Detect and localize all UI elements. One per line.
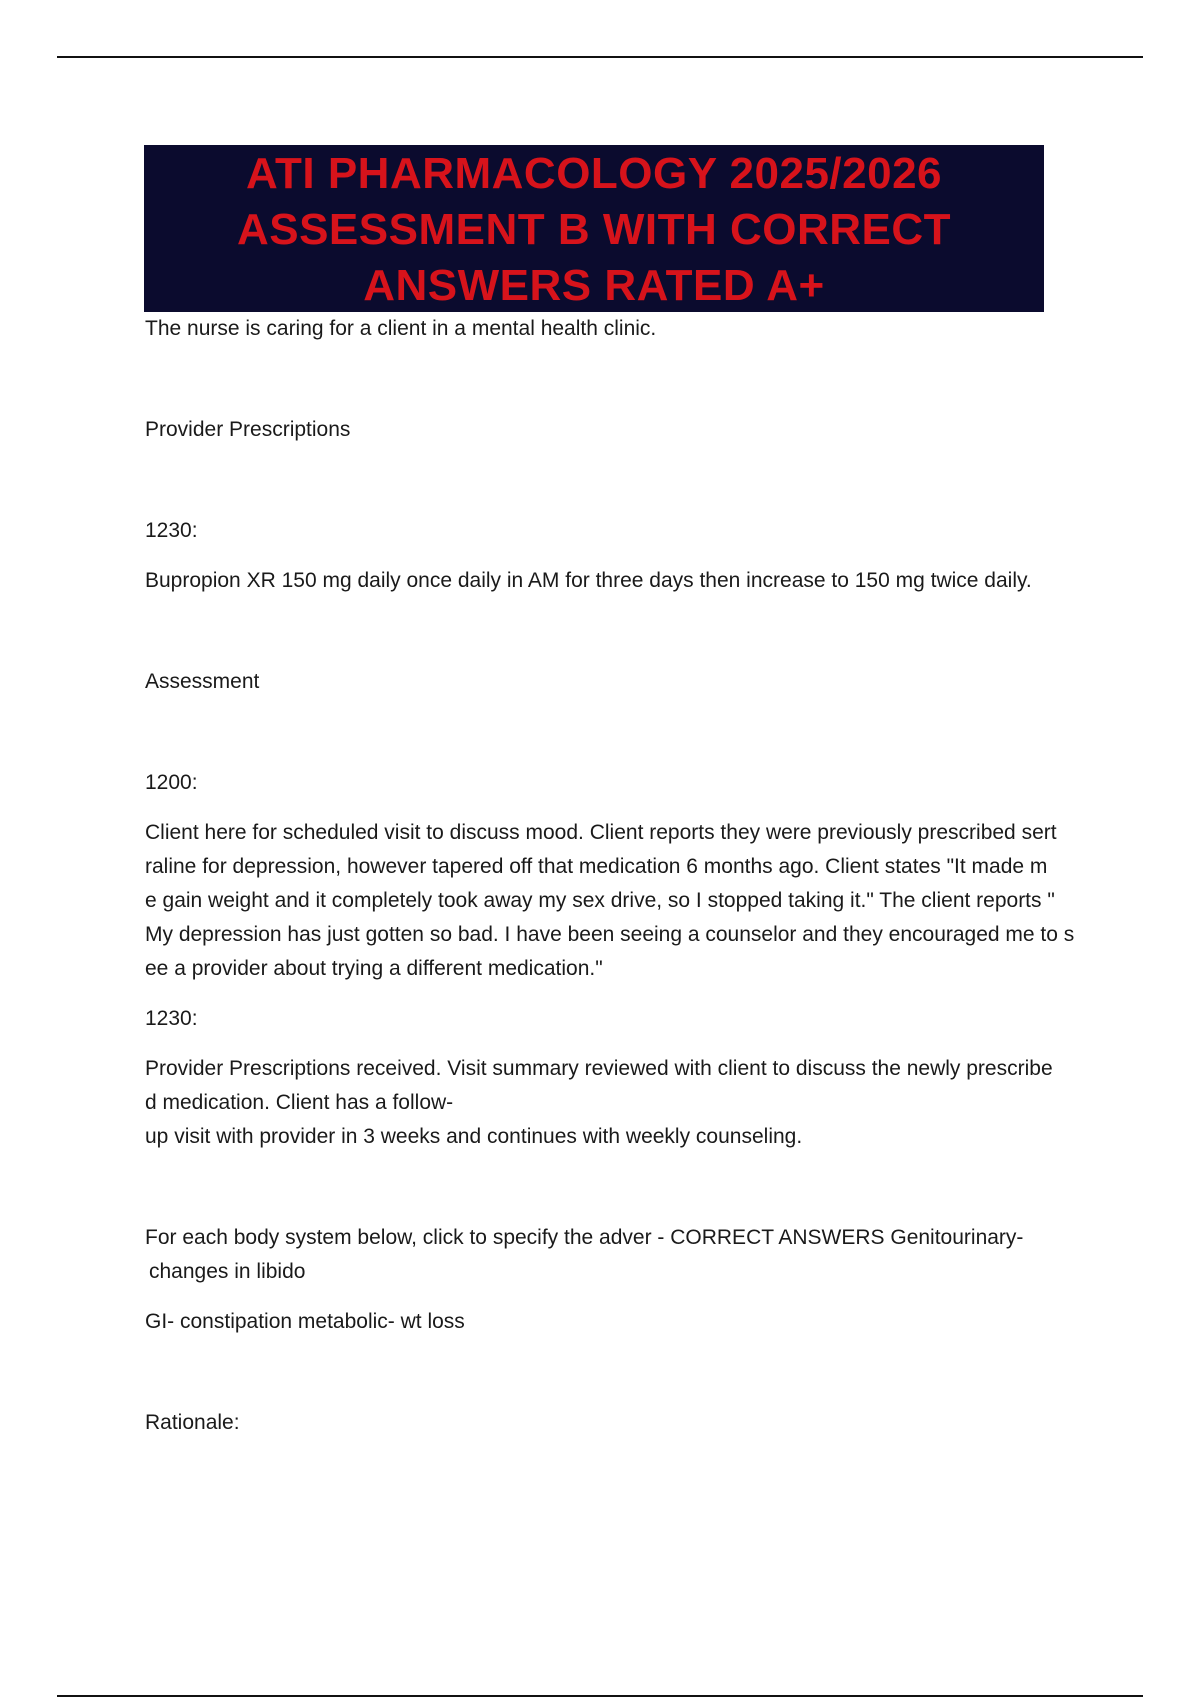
timestamp: 1230:	[145, 519, 198, 542]
prescription-text: Bupropion XR 150 mg daily once daily in AM for three days then increase to 150 mg twice daily.	[145, 569, 1032, 592]
assessment-line: Client here for scheduled visit to discuss mood. Client reports they were previously prescribed sert	[145, 821, 1057, 844]
assessment-line: e gain weight and it completely took away my sex drive, so I stopped taking it." The client reports "	[145, 889, 1055, 912]
assessment-line: My depression has just gotten so bad. I have been seeing a counselor and they encouraged me to s	[145, 923, 1075, 946]
section-heading-provider: Provider Prescriptions	[145, 418, 351, 441]
timestamp: 1230:	[145, 1007, 198, 1030]
question-line: changes in libido	[149, 1260, 306, 1283]
section-heading-assessment: Assessment	[145, 670, 260, 693]
title-line-3: ANSWERS RATED A+	[363, 260, 825, 310]
title-line-2: ASSESSMENT B WITH CORRECT	[236, 204, 952, 254]
intro-text: The nurse is caring for a client in a mental health clinic.	[145, 317, 657, 340]
title-line-1: ATI PHARMACOLOGY 2025/2026	[245, 148, 943, 198]
question-line: For each body system below, click to specify the adver - CORRECT ANSWERS Genitourinary-	[145, 1226, 1024, 1249]
top-rule	[57, 56, 1143, 58]
followup-line: Provider Prescriptions received. Visit summary reviewed with client to discuss the newly prescribe	[145, 1057, 1053, 1080]
document-body	[145, 312, 1095, 1440]
assessment-paragraph	[145, 816, 1095, 986]
assessment-line: ee a provider about trying a different medication."	[145, 957, 603, 980]
followup-line: up visit with provider in 3 weeks and continues with weekly counseling.	[145, 1125, 803, 1148]
bottom-rule	[57, 1695, 1143, 1697]
followup-paragraph	[145, 1052, 1095, 1154]
title-banner	[144, 145, 1044, 312]
timestamp: 1200:	[145, 771, 198, 794]
answer-text: GI- constipation metabolic- wt loss	[145, 1310, 465, 1333]
question-paragraph	[145, 1221, 1095, 1289]
followup-line: d medication. Client has a follow-	[145, 1091, 454, 1114]
rationale-heading: Rationale:	[145, 1411, 240, 1434]
assessment-line: raline for depression, however tapered off that medication 6 months ago. Client states "It made m	[145, 855, 1048, 878]
